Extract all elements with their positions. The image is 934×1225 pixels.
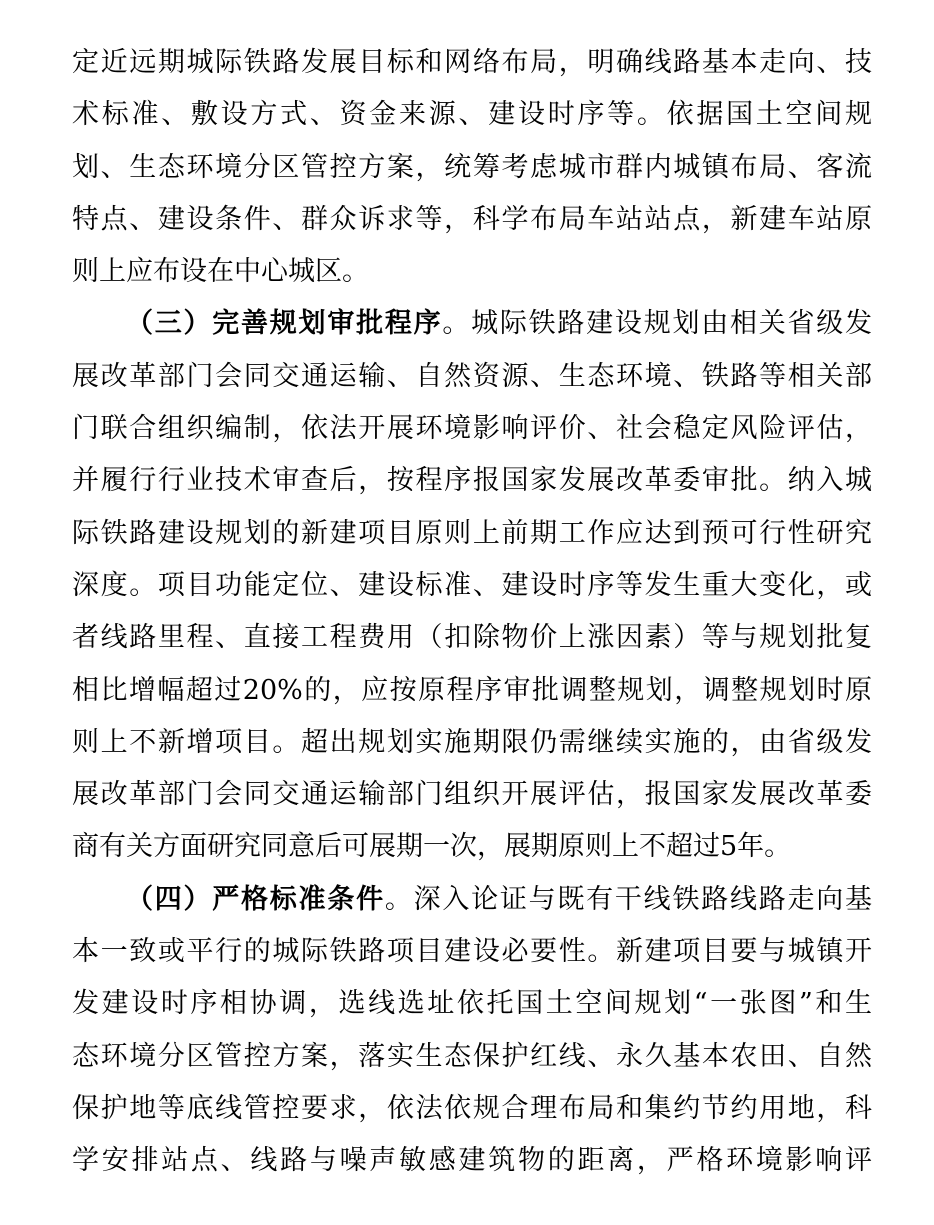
paragraph-3-first-line-text: 。深入论证与既有干线铁路线路走向基 [384,883,873,915]
paragraph-3-line-3: 发建设时序相协调，选线选址依托国土空间规划“一张图”和生 [72,988,872,1020]
paragraph-2-line-6: 深度。项目功能定位、建设标准、建设时序等发生重大变化，或 [72,569,872,601]
paragraph-1-line-4: 特点、建设条件、群众诉求等，科学布局车站站点，新建车站原 [72,203,872,235]
paragraph-3-line-1 [72,874,872,926]
paragraph-3-line-2: 本一致或平行的城际铁路项目建设必要性。新建项目要与城镇开 [72,936,872,968]
paragraph-3-line-4: 态环境分区管控方案，落实生态保护红线、永久基本农田、自然 [72,1040,872,1072]
paragraph-2-line-1 [72,298,872,350]
paragraph-2-line-11: 商有关方面研究同意后可展期一次，展期原则上不超过5年。 [72,831,792,863]
paragraph-2-line-4: 并履行行业技术审查后，按程序报国家发展改革委审批。纳入城 [72,465,872,497]
section-heading-4: （四）严格标准条件 [126,883,385,915]
document-body [72,37,872,1188]
paragraph-1-line-5: 则上应布设在中心城区。 [72,256,369,288]
paragraph-2-line-5: 际铁路建设规划的新建项目原则上前期工作应达到预可行性研究 [72,517,872,549]
paragraph-2-first-line-text: 。城际铁路建设规划由相关省级发 [442,308,873,340]
paragraph-1-line-2: 术标准、敷设方式、资金来源、建设时序等。依据国土空间规 [72,99,872,131]
paragraph-3-line-6: 学安排站点、线路与噪声敏感建筑物的距离，严格环境影响评 [72,1145,872,1177]
paragraph-2-line-7: 者线路里程、直接工程费用（扣除物价上涨因素）等与规划批复 [72,622,872,654]
paragraph-3-line-5: 保护地等底线管控要求，依法依规合理布局和集约节约用地，科 [72,1092,872,1124]
section-heading-3: （三）完善规划审批程序 [126,308,443,340]
paragraph-1-line-3: 划、生态环境分区管控方案，统筹考虑城市群内城镇布局、客流 [72,151,872,183]
paragraph-2-line-3: 门联合组织编制，依法开展环境影响评价、社会稳定风险评估， [72,413,872,445]
paragraph-2-line-8: 相比增幅超过20%的，应按原程序审批调整规划，调整规划时原 [72,674,872,706]
paragraph-2-line-9: 则上不新增项目。超出规划实施期限仍需继续实施的，由省级发 [72,726,872,758]
paragraph-2-line-2: 展改革部门会同交通运输、自然资源、生态环境、铁路等相关部 [72,360,872,392]
paragraph-1-line-1: 定近远期城际铁路发展目标和网络布局，明确线路基本走向、技 [72,47,872,78]
paragraph-2-line-10: 展改革部门会同交通运输部门组织开展评估，报国家发展改革委 [72,779,872,811]
